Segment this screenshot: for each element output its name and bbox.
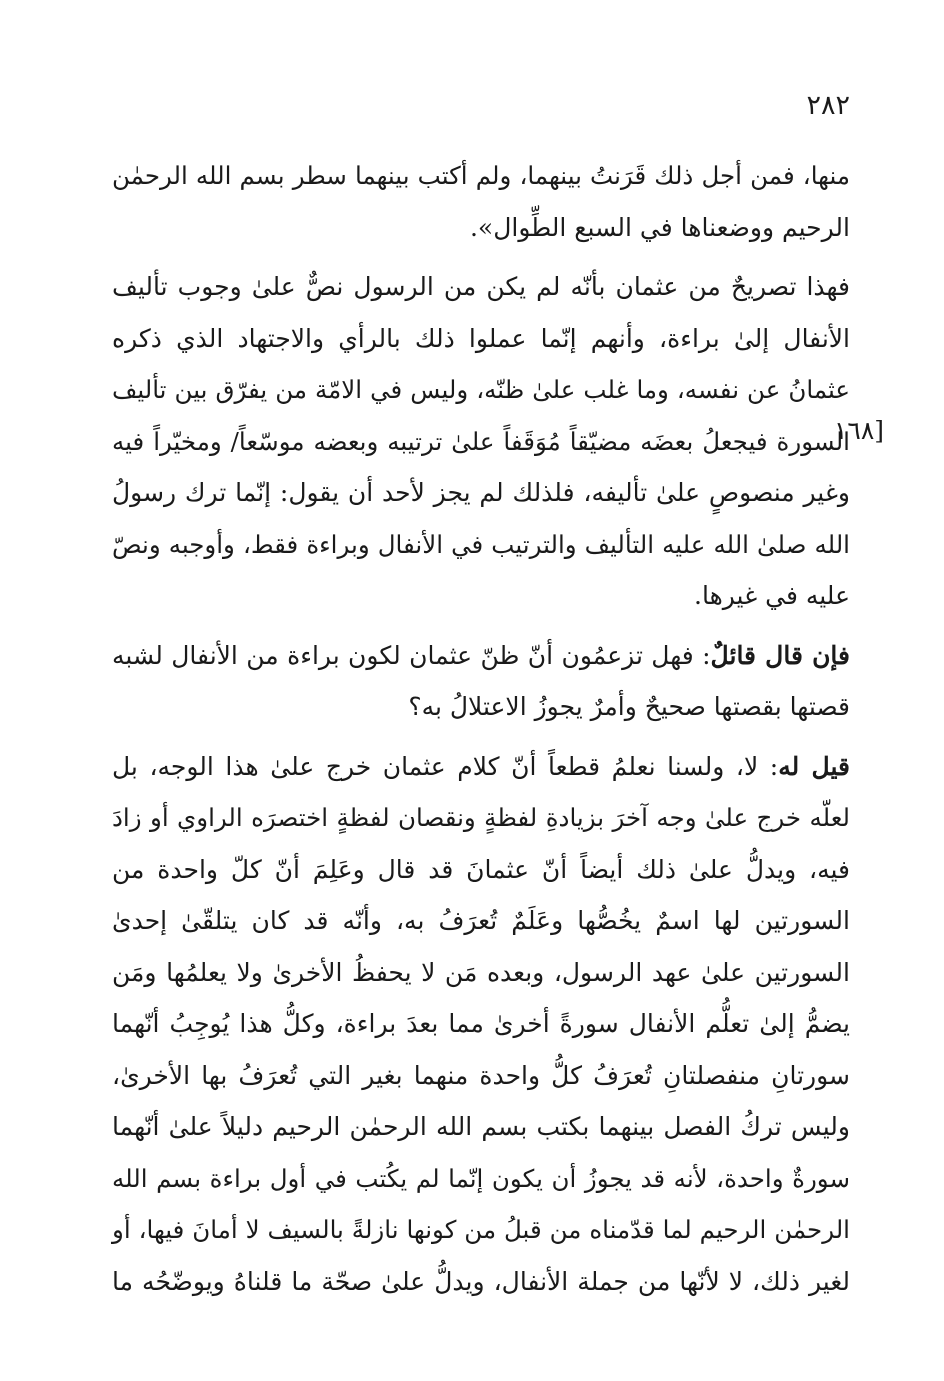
text-line: قصتها بقصتها صحيحٌ وأمرٌ يجوزُ الاعتلالُ به؟	[408, 692, 850, 721]
page-number: ٢٨٢	[806, 90, 850, 121]
text-line: سورتانِ منفصلتانِ تُعرَفُ كلُّ واحدة منهما بغير التي تُعرَفُ بها الأخرىٰ،	[112, 1060, 850, 1090]
text-line: وغير منصوصٍ علىٰ تأليفه، فلذلك لم يجز لأحد أن يقول: إنّما ترك رسولُ	[112, 478, 850, 507]
text-line: السورة فيجعلُ بعضَه مضيّقاً مُوَقَفاً علىٰ ترتيبه وبعضه موسّعاً/ ومخيّراً فيه	[112, 426, 850, 456]
text-line: فيه، ويدلُّ علىٰ ذلك أيضاً أنّ عثمانَ قد قال وعَلِمَ أنّ كلّ واحدة من	[112, 854, 850, 884]
text-line: سورةٌ واحدة، لأنه قد يجوزُ أن يكون إنّما لم يكُتب في أول براءة بسم الله	[112, 1163, 850, 1193]
margin-reference: [١٦٨	[834, 416, 885, 445]
text-line: عثمانُ عن نفسه، وما غلب علىٰ ظنّه، وليس في الامّة من يفرّق بين تأليف	[112, 375, 850, 404]
text-run: : فهل تزعمُون أنّ ظنّ عثمان لكون براءة من الأنفال لشبه	[112, 640, 711, 670]
body-text	[112, 150, 850, 1307]
text-line: فهذا تصريحٌ من عثمان بأنّه لم يكن من الرسول نصٌّ علىٰ وجوب تأليف	[112, 272, 850, 301]
text-line: السورتين لها اسمٌ يخُصُّها وعَلَمٌ تُعرَفُ به، وأنّه قد كان يتلقّىٰ إحدىٰ	[112, 906, 850, 935]
text-line: منها، فمن أجل ذلك قَرَنتُ بينهما، ولم أكتب بينهما سطر بسم الله الرحمٰن	[112, 161, 850, 190]
paragraph-lead: قيل له	[778, 751, 850, 781]
text-line	[112, 630, 850, 682]
text-line: الأنفال إلىٰ براءة، وأنهم إنّما عملوا ذلك بالرأي والاجتهاد الذي ذكره	[112, 323, 850, 353]
paragraph-3	[112, 630, 850, 733]
text-line: يضمُّ إلىٰ تعلُّم الأنفال سورةً أخرىٰ مما بعدَ براءة، وكلُّ هذا يُوجِبُ أنّهما	[112, 1009, 850, 1038]
text-line: وليس تركُ الفصل بينهما بكتب بسم الله الرحمٰن الرحيم دليلاً علىٰ أنّهما	[112, 1112, 850, 1141]
text-line: السورتين علىٰ عهد الرسول، وبعده مَن لا يحفظُ الأخرىٰ ولا يعلمُها ومَن	[112, 957, 850, 987]
text-line: الرحيم ووضعناها في السبع الطِّوال».	[469, 212, 850, 242]
text-line: لغير ذلك، لا لأنّها من جملة الأنفال، ويدلُّ علىٰ صحّة ما قلناهُ ويوضّحُه ما	[112, 1266, 851, 1296]
text-line: عليه في غيرها.	[694, 581, 850, 610]
paragraph-4	[112, 741, 850, 1308]
paragraph-2	[112, 261, 850, 622]
text-line: لعلّه خرج علىٰ وجه آخرَ بزيادةِ لفظةٍ ونقصان لفظةٍ اختصرَه الراوي أو زادَ	[112, 803, 850, 832]
text-line	[112, 741, 850, 793]
paragraph-lead: فإن قال قائلٌ	[710, 640, 850, 670]
text-line: الله صلىٰ الله عليه التأليف والترتيب في الأنفال وبراءة فقط، وأوجبه ونصّ	[112, 529, 850, 559]
paragraph-1	[112, 150, 850, 253]
text-run: : لا، ولسنا نعلمُ قطعاً أنّ كلام عثمان خرج علىٰ هذا الوجه، بل	[112, 751, 779, 781]
text-line: الرحمٰن الرحيم لما قدّمناه من قبلُ من كونها نازلةً بالسيف لا أمانَ فيها، أو	[112, 1215, 850, 1244]
